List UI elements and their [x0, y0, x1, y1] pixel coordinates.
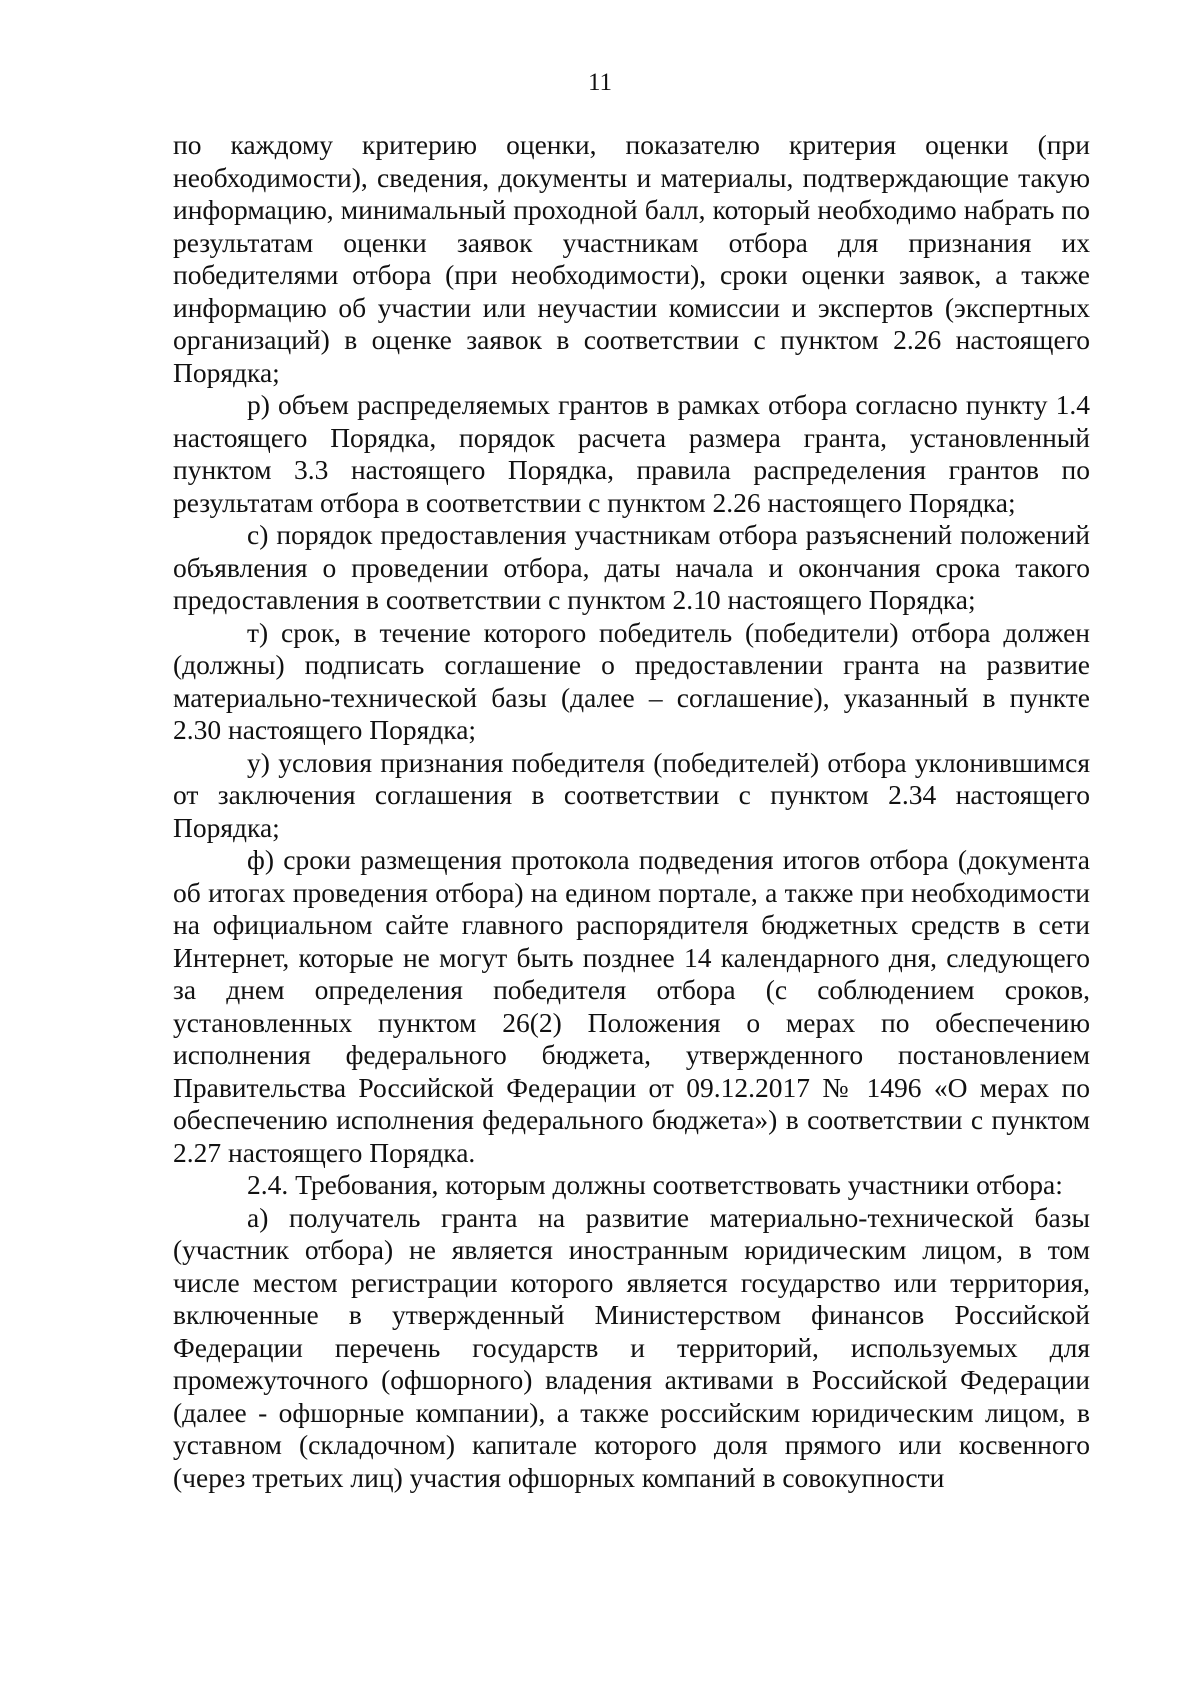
paragraph-item-r: р) объем распределяемых грантов в рамках отбора согласно пункту 1.4 настоящего Порядка, порядок расчета размера гранта, установленный пунктом 3.3 настоящего Порядка, правила распределения грантов по результатам отбора в соответствии с пунктом 2.26 настоящего Порядка; [173, 389, 1090, 518]
paragraph-section-2-4: 2.4. Требования, которым должны соответствовать участники отбора: [247, 1169, 1063, 1200]
document-body [173, 129, 1090, 1494]
paragraph-item-u: у) условия признания победителя (победителей) отбора уклонившимся от заключения соглашения в соответствии с пунктом 2.34 настоящего Порядка; [173, 746, 1090, 843]
paragraph-item-f: ф) сроки размещения протокола подведения итогов отбора (документа об итогах проведения отбора) на едином портале, а также при необходимости на официальном сайте главного распорядителя бюджетных средств в сети Интернет, которые не могут быть позднее 14 календарного дня, следующего за днем определения победителя отбора (с соблюдением сроков, установленных пунктом 26(2) Положения о мерах по обеспечению исполнения федерального бюджета, утвержденного постановлением Правительства Российской Федерации от 09.12.2017 № 1496 «О мерах по обеспечению исполнения федерального бюджета») в соответствии с пунктом 2.27 настоящего Порядка. [173, 844, 1090, 1168]
paragraph-item-a: а) получатель гранта на развитие материально-технической базы (участник отбора) не является иностранным юридическим лицом, в том числе местом регистрации которого является государство или территория, включенные в утвержденный Министерством финансов Российской Федерации перечень государств и территорий, используемых для промежуточного (офшорного) владения активами в Российской Федерации (далее - офшорные компании), а также российским юридическим лицом, в уставном (складочном) капитале которого доля прямого или косвенного (через третьих лиц) участия офшорных компаний в совокупности [173, 1201, 1090, 1493]
paragraph-item-s: с) порядок предоставления участникам отбора разъяснений положений объявления о проведении отбора, даты начала и окончания срока такого предоставления в соответствии с пунктом 2.10 настоящего Порядка; [173, 519, 1090, 615]
paragraph-item-t: т) срок, в течение которого победитель (победители) отбора должен (должны) подписать соглашение о предоставлении гранта на развитие материально-технической базы (далее – соглашение), указанный в пункте 2.30 настоящего Порядка; [173, 616, 1090, 745]
page-number: 11 [587, 69, 613, 96]
paragraph-continuation: по каждому критерию оценки, показателю критерия оценки (при необходимости), сведения, документы и материалы, подтверждающие такую информацию, минимальный проходной балл, который необходимо набрать по результатам оценки заявок участникам отбора для признания их победителями отбора (при необходимости), сроки оценки заявок, а также информацию об участии или неучастии комиссии и экспертов (экспертных организаций) в оценке заявок в соответствии с пунктом 2.26 настоящего Порядка; [173, 129, 1090, 388]
